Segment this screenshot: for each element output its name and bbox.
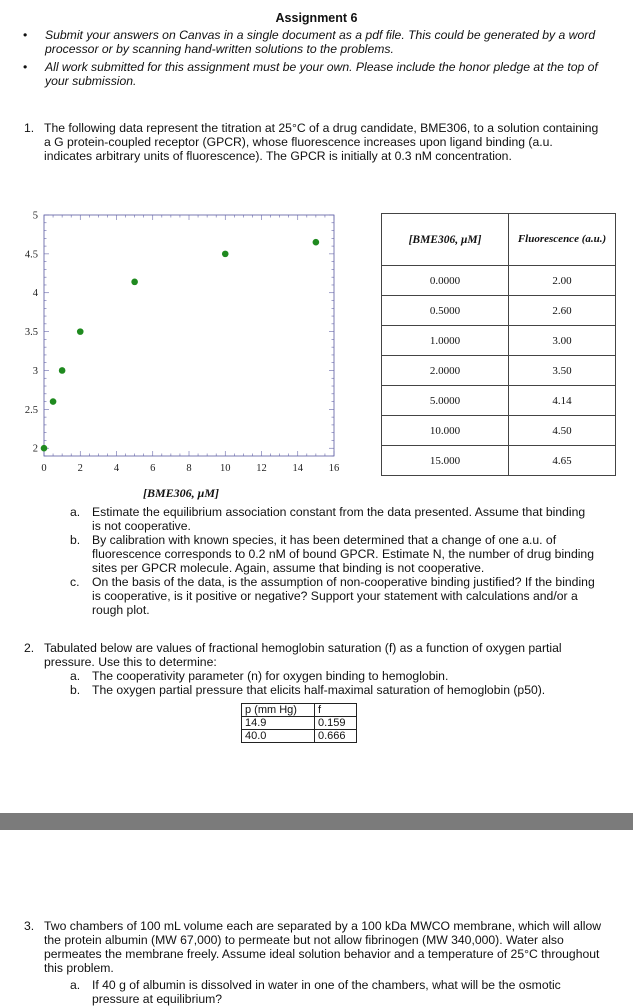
data-point bbox=[313, 239, 320, 246]
instruction-text: Submit your answers on Canvas in a single document as a pdf file. This could be generated by a word processor or by scanning hand-written solutions to the problems. bbox=[45, 28, 596, 56]
table-cell: 0.159 bbox=[315, 717, 357, 730]
plot-frame bbox=[44, 215, 334, 456]
part-letter: a. bbox=[70, 978, 81, 992]
question-2 bbox=[24, 641, 599, 669]
chart-tick-labels bbox=[25, 211, 339, 475]
table-header-cell: [BME306, μM] bbox=[382, 214, 509, 266]
question-number: 3. bbox=[24, 919, 35, 933]
table-cell: 2.60 bbox=[509, 296, 616, 326]
x-tick-label: 10 bbox=[220, 463, 231, 474]
table-cell: 0.5000 bbox=[382, 296, 509, 326]
question-3-parts bbox=[70, 978, 595, 1006]
part-letter: b. bbox=[70, 533, 81, 547]
instruction-text: All work submitted for this assignment must be your own. Please include the honor pledge at the top of your submission. bbox=[45, 60, 598, 88]
table-header-cell: Fluorescence (a.u.) bbox=[509, 214, 616, 266]
table-row bbox=[382, 266, 616, 296]
table-row bbox=[382, 386, 616, 416]
part-letter: a. bbox=[70, 669, 81, 683]
table-cell: 4.14 bbox=[509, 386, 616, 416]
y-tick-label: 2.5 bbox=[24, 404, 38, 416]
part-text: The cooperativity parameter (n) for oxygen binding to hemoglobin. bbox=[92, 669, 449, 683]
question-text: Tabulated below are values of fractional hemoglobin saturation (f) as a function of oxygen partial pressure. Use this to determine: bbox=[44, 641, 562, 669]
part-text: By calibration with known species, it has been determined that a change of one a.u. of fluorescence corresponds to 0.2 nM of bound GPCR. Estimate N, the number of drug binding sites per GPCR molecule. Again, assume that binding is not cooperative. bbox=[92, 533, 594, 575]
x-tick-label: 8 bbox=[186, 463, 192, 474]
question-part bbox=[70, 978, 595, 1006]
data-point bbox=[59, 367, 66, 374]
data-point bbox=[131, 279, 138, 286]
question-3 bbox=[24, 919, 604, 975]
table-row bbox=[242, 730, 357, 743]
table-cell: 4.50 bbox=[509, 416, 616, 446]
table-cell: 10.000 bbox=[382, 416, 509, 446]
question-part bbox=[70, 669, 600, 683]
chart-ticks bbox=[44, 215, 334, 456]
instructions-list bbox=[23, 28, 603, 92]
question-text: The following data represent the titration at 25°C of a drug candidate, BME306, to a solution containing a G protein-coupled receptor (GPCR), whose fluorescence increases upon ligand binding (a.u. indicates arbitrary units of fluorescence). The GPCR is initially at 0.3 nM concentration. bbox=[44, 121, 599, 163]
table-row bbox=[382, 416, 616, 446]
instruction-item bbox=[23, 28, 603, 56]
table-cell: 0.666 bbox=[315, 730, 357, 743]
y-tick-label: 3 bbox=[32, 365, 38, 377]
table-header-row bbox=[382, 214, 616, 266]
bullet-icon: • bbox=[23, 60, 28, 74]
question-number: 1. bbox=[24, 121, 35, 135]
table-cell: 3.50 bbox=[509, 356, 616, 386]
data-point bbox=[77, 328, 84, 335]
titration-chart bbox=[8, 205, 358, 490]
table-cell: 3.00 bbox=[509, 326, 616, 356]
table-header-cell: f bbox=[315, 704, 357, 717]
x-tick-label: 6 bbox=[150, 463, 156, 474]
chart-frame bbox=[44, 215, 334, 456]
hemoglobin-table bbox=[241, 703, 357, 743]
x-tick-label: 16 bbox=[328, 463, 340, 474]
table-cell: 40.0 bbox=[242, 730, 315, 743]
table-cell: 5.0000 bbox=[382, 386, 509, 416]
data-point bbox=[50, 398, 57, 405]
question-2-parts bbox=[70, 669, 600, 697]
table-row bbox=[382, 326, 616, 356]
bullet-icon: • bbox=[23, 28, 28, 42]
y-tick-label: 2 bbox=[32, 443, 38, 455]
table-cell: 2.00 bbox=[509, 266, 616, 296]
question-part bbox=[70, 575, 595, 617]
chart-x-axis-label: [BME306, μM] bbox=[143, 486, 220, 500]
question-1 bbox=[24, 121, 599, 163]
table-cell: 2.0000 bbox=[382, 356, 509, 386]
question-1-parts bbox=[70, 505, 595, 617]
question-part bbox=[70, 533, 595, 575]
table-cell: 1.0000 bbox=[382, 326, 509, 356]
x-tick-label: 4 bbox=[113, 463, 120, 474]
question-text: Two chambers of 100 mL volume each are separated by a 100 kDa MWCO membrane, which will allow the protein albumin (MW 67,000) to permeate but not allow fibrinogen (MW 340,000). Water also permeates the membrane freely. Assume ideal solution behavior and a temperature of 25°C throughout this problem. bbox=[44, 919, 602, 975]
table-row bbox=[382, 296, 616, 326]
page-title: Assignment 6 bbox=[275, 11, 358, 25]
part-letter: b. bbox=[70, 683, 81, 697]
question-part bbox=[70, 505, 595, 533]
x-tick-label: 2 bbox=[77, 463, 83, 474]
table-row bbox=[382, 446, 616, 476]
part-text: On the basis of the data, is the assumption of non-cooperative binding justified? If the binding is cooperative, is it positive or negative? Support your statement with calculations and/or a rough plot. bbox=[92, 575, 595, 617]
y-tick-label: 5 bbox=[32, 210, 38, 222]
question-number: 2. bbox=[24, 641, 35, 655]
question-part bbox=[70, 683, 600, 697]
table-row bbox=[382, 356, 616, 386]
table-row bbox=[242, 717, 357, 730]
part-text: Estimate the equilibrium association constant from the data presented. Assume that binding is not cooperative. bbox=[92, 505, 586, 533]
x-tick-label: 0 bbox=[41, 463, 47, 474]
x-tick-label: 12 bbox=[256, 463, 267, 474]
titration-table bbox=[381, 213, 616, 476]
chart-points bbox=[41, 239, 319, 452]
table-cell: 4.65 bbox=[509, 446, 616, 476]
y-tick-label: 4.5 bbox=[24, 249, 38, 261]
y-tick-label: 4 bbox=[32, 288, 38, 300]
table-header-row bbox=[242, 704, 357, 717]
part-letter: a. bbox=[70, 505, 81, 519]
table-cell: 15.000 bbox=[382, 446, 509, 476]
table-header-cell: p (mm Hg) bbox=[242, 704, 315, 717]
instruction-item bbox=[23, 60, 603, 88]
table-cell: 0.0000 bbox=[382, 266, 509, 296]
part-text: If 40 g of albumin is dissolved in water in one of the chambers, what will be the osmotic pressure at equilibrium? bbox=[92, 978, 561, 1006]
y-tick-label: 3.5 bbox=[24, 327, 38, 339]
x-tick-label: 14 bbox=[292, 463, 303, 474]
data-point bbox=[222, 251, 229, 258]
page-break-divider bbox=[0, 813, 633, 830]
data-point bbox=[41, 445, 48, 452]
table-cell: 14.9 bbox=[242, 717, 315, 730]
part-text: The oxygen partial pressure that elicits half-maximal saturation of hemoglobin (p50). bbox=[92, 683, 546, 697]
part-letter: c. bbox=[70, 575, 80, 589]
